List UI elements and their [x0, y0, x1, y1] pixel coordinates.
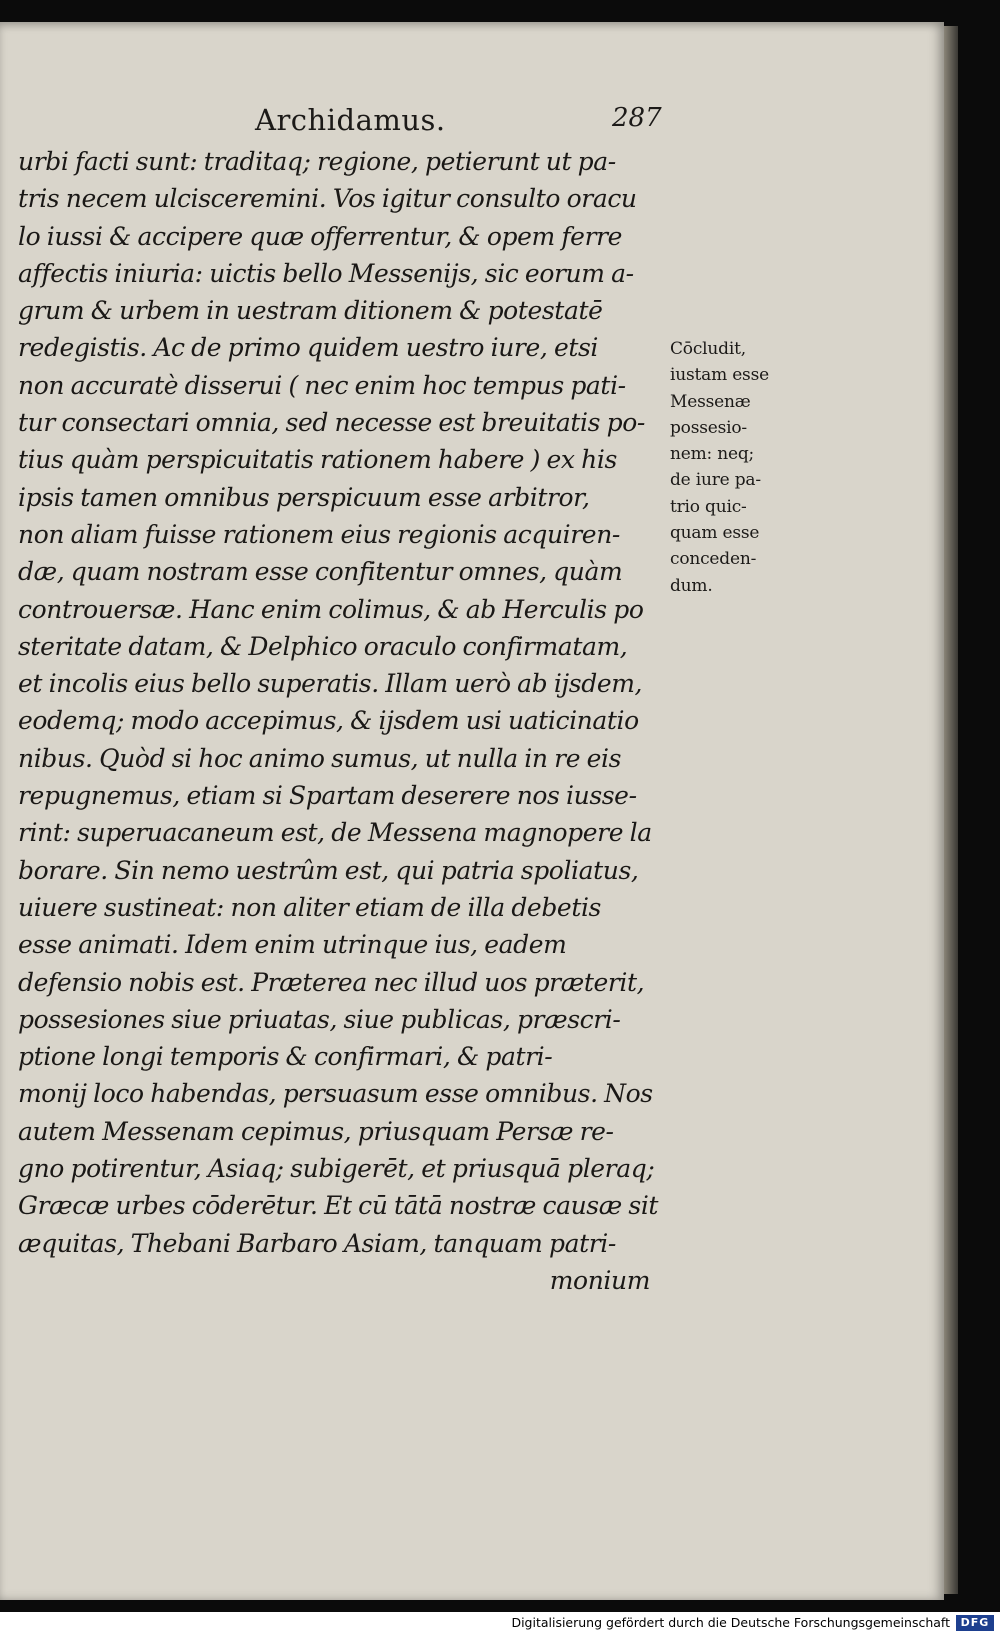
catchword: monium	[549, 1265, 650, 1295]
text-line: affectis iniuria: uictis bello Messenijs, sic eorum a-	[18, 258, 634, 288]
marginal-note	[670, 336, 792, 599]
text-line: eodemq; modo accepimus, & ijsdem usi uaticinatio	[18, 706, 639, 736]
running-head: Archidamus.	[255, 103, 446, 137]
text-line: repugnemus, etiam si Spartam deserere nos iusse-	[18, 781, 637, 811]
text-line: monij loco habendas, persuasum esse omnibus. Nos	[18, 1079, 653, 1109]
text-line: borare. Sin nemo uestrûm est, qui patria spoliatus,	[18, 855, 639, 885]
text-line: grum & urbem in uestram ditionem & potestatē	[18, 296, 603, 326]
text-line: uiuere sustineat: non aliter etiam de illa debetis	[18, 892, 601, 922]
marginal-note-line: Messenæ	[670, 391, 751, 412]
text-line: steritate datam, & Delphico oraculo confirmatam,	[18, 631, 628, 661]
text-line: non aliam fuisse rationem eius regionis acquiren-	[18, 519, 620, 549]
text-line: esse animati. Idem enim utrinque ius, eadem	[18, 930, 567, 960]
funding-credit: Digitalisierung gefördert durch die Deutsche Forschungsgemeinschaft	[511, 1615, 950, 1630]
text-line: tius quàm perspicuitatis rationem habere ) ex his	[18, 445, 617, 475]
text-line: tris necem ulcisceremini. Vos igitur consulto oracu	[18, 184, 637, 214]
digitization-footer	[0, 1612, 1000, 1636]
dfg-logo-icon: DFG	[956, 1615, 994, 1631]
marginal-note-line: Cōcludit,	[670, 339, 746, 359]
marginal-note-line: possesio-	[670, 417, 747, 438]
text-line: et incolis eius bello superatis. Illam uerò ab ijsdem,	[18, 669, 643, 699]
text-line: non accuratè disserui ( nec enim hoc tempus pati-	[18, 370, 626, 400]
text-line: tur consectari omnia, sed necesse est breuitatis po-	[18, 408, 645, 438]
page-edge	[944, 26, 958, 1594]
text-line: possesiones siue priuatas, siue publicas, præscri-	[18, 1004, 621, 1034]
text-line: controuersæ. Hanc enim colimus, & ab Herculis po	[18, 594, 644, 624]
text-line: æquitas, Thebani Barbaro Asiam, tanquam patri-	[18, 1228, 616, 1258]
page-number: 287	[612, 103, 662, 133]
text-line: gno potirentur, Asiaq; subigerēt, et priusquā pleraq;	[18, 1154, 655, 1184]
text-line: lo iussi & accipere quæ offerrentur, & opem ferre	[18, 221, 623, 251]
text-line: dæ, quam nostram esse confitentur omnes, quàm	[18, 557, 623, 587]
text-line: Græcæ urbes cōderētur. Et cū tātā nostræ causæ sit	[18, 1191, 659, 1221]
marginal-note-line: nem: neq;	[670, 444, 755, 465]
marginal-note-line: dum.	[670, 575, 713, 596]
text-line: nibus. Quòd si hoc animo sumus, ut nulla in re eis	[18, 743, 622, 773]
marginal-note-line: iustam esse	[670, 365, 769, 386]
page-header	[0, 103, 944, 143]
marginal-note-line: conceden-	[670, 549, 757, 570]
text-line: ptione longi temporis & confirmari, & patri-	[18, 1042, 553, 1072]
text-line: rint: superuacaneum est, de Messena magnopere la	[18, 818, 652, 848]
text-line: ipsis tamen omnibus perspicuum esse arbitror,	[18, 482, 590, 512]
text-line: defensio nobis est. Præterea nec illud uos præterit,	[18, 967, 645, 997]
text-line: autem Messenam cepimus, priusquam Persæ re-	[18, 1116, 614, 1146]
marginal-note-line: quam esse	[670, 523, 760, 544]
text-line: redegistis. Ac de primo quidem uestro iure, etsi	[18, 333, 599, 363]
text-line: urbi facti sunt: traditaq; regione, petierunt ut pa-	[18, 147, 616, 176]
marginal-note-line: de iure pa-	[670, 470, 761, 491]
main-text-block	[18, 143, 668, 1299]
marginal-note-line: trio quic-	[670, 496, 747, 517]
